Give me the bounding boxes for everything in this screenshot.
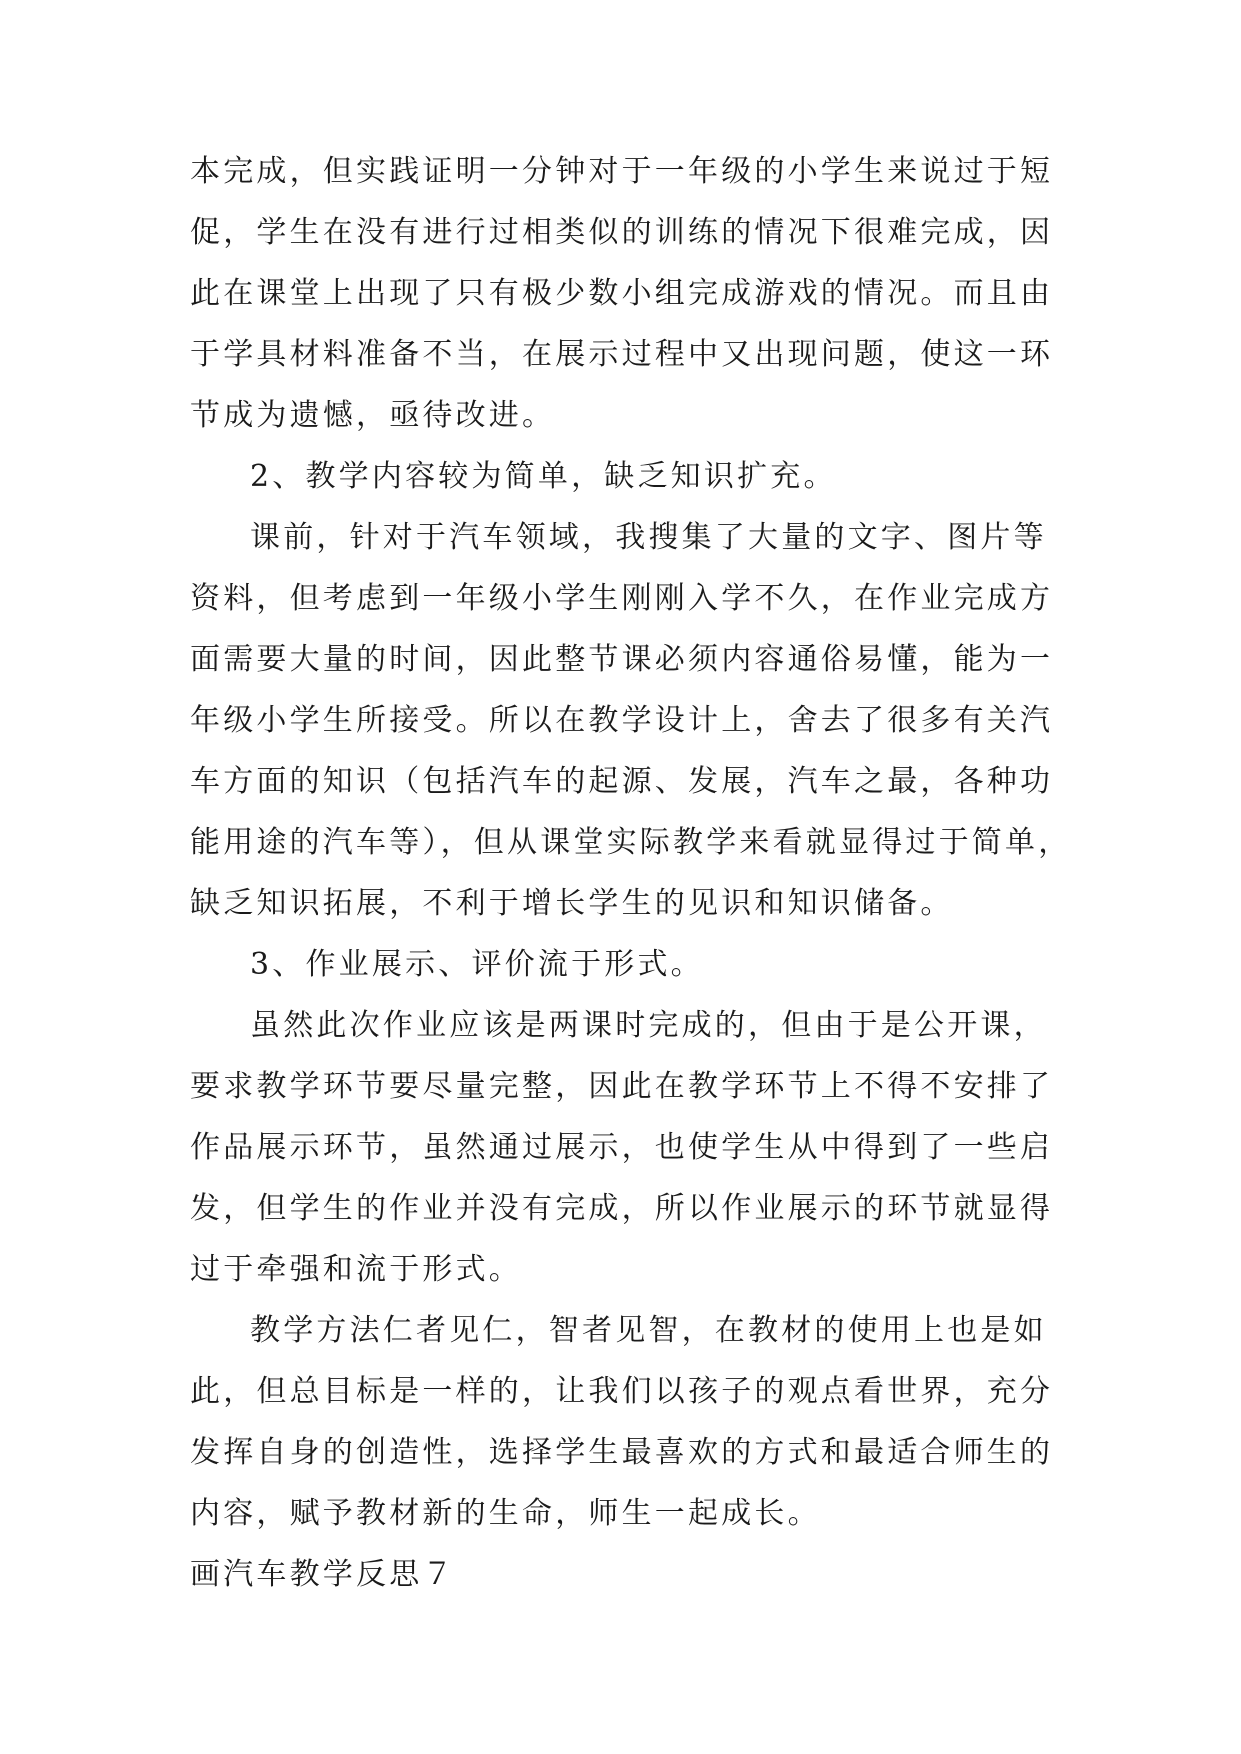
text-line: 面需要大量的时间，因此整节课必须内容通俗易懂，能为一 — [190, 642, 1054, 677]
text-line: 此，但总目标是一样的，让我们以孩子的观点看世界，充分 — [190, 1374, 1054, 1409]
text-line: 本完成，但实践证明一分钟对于一年级的小学生来说过于短 — [190, 154, 1054, 189]
section-title: 画汽车教学反思７ — [190, 1557, 456, 1592]
text-line: 要求教学环节要尽量完整，因此在教学环节上不得不安排了 — [190, 1069, 1054, 1104]
text-line: 此在课堂上出现了只有极少数小组完成游戏的情况。而且由 — [190, 276, 1054, 311]
section-heading: 3、作业展示、评价流于形式。 — [250, 947, 704, 982]
text-line: 缺乏知识拓展，不利于增长学生的见识和知识储备。 — [190, 886, 954, 921]
text-line: 内容，赋予教材新的生命，师生一起成长。 — [190, 1496, 821, 1531]
text-line: 于学具材料准备不当，在展示过程中又出现问题，使这一环 — [190, 337, 1054, 372]
text-line: 车方面的知识（包括汽车的起源、发展，汽车之最，各种功 — [190, 764, 1054, 799]
text-line: 作品展示环节，虽然通过展示，也使学生从中得到了一些启 — [190, 1130, 1054, 1165]
text-line: 发挥自身的创造性，选择学生最喜欢的方式和最适合师生的 — [190, 1435, 1054, 1470]
section-heading: 2、教学内容较为简单，缺乏知识扩充。 — [250, 459, 837, 494]
text-line: 虽然此次作业应该是两课时完成的，但由于是公开课， — [250, 1008, 1047, 1043]
text-line: 促，学生在没有进行过相类似的训练的情况下很难完成，因 — [190, 215, 1054, 250]
text-line: 资料，但考虑到一年级小学生刚刚入学不久，在作业完成方 — [190, 581, 1054, 616]
text-line: 教学方法仁者见仁，智者见智，在教材的使用上也是如 — [250, 1313, 1047, 1348]
text-line: 能用途的汽车等），但从课堂实际教学来看就显得过于简单， — [190, 825, 1072, 860]
text-line: 年级小学生所接受。所以在教学设计上，舍去了很多有关汽 — [190, 703, 1054, 738]
text-line: 课前，针对于汽车领域，我搜集了大量的文字、图片等 — [250, 520, 1047, 555]
text-line: 节成为遗憾，亟待改进。 — [190, 398, 556, 433]
text-line: 过于牵强和流于形式。 — [190, 1252, 522, 1287]
text-line: 发，但学生的作业并没有完成，所以作业展示的环节就显得 — [190, 1191, 1054, 1226]
